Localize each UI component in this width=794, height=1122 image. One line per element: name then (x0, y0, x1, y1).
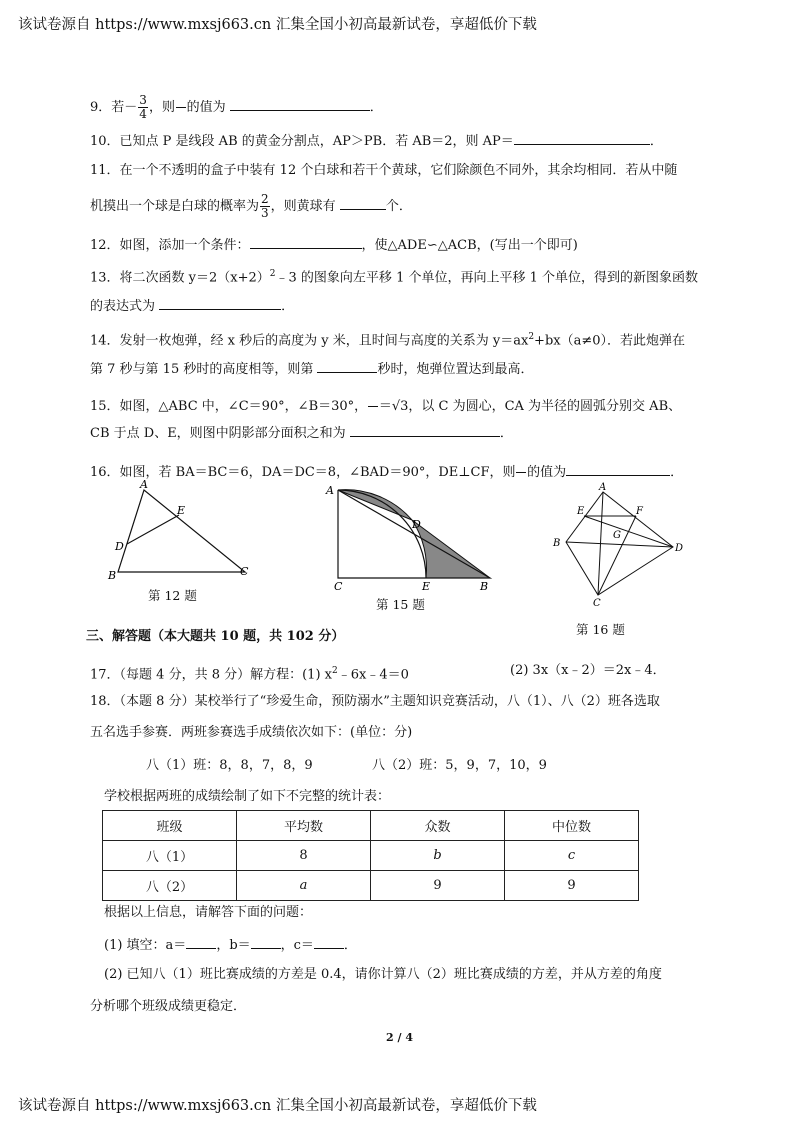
blank-fraction (516, 459, 526, 486)
label-g: G (613, 530, 621, 541)
triangle-abc (118, 490, 245, 572)
figure-16 (548, 480, 698, 610)
label-c: C (334, 580, 343, 592)
section-3-heading: 三、解答题（本大题共 10 题，共 102 分） (86, 629, 345, 644)
question-18-line4: 根据以上信息，请解答下面的问题： (104, 905, 313, 920)
stats-table (102, 810, 639, 901)
answer-blank-a[interactable] (186, 936, 216, 949)
answer-blank-b[interactable] (251, 936, 281, 949)
blank-fraction (176, 94, 186, 121)
stats-table-wrapper (102, 810, 639, 901)
answer-blank-10[interactable] (514, 132, 650, 145)
table-header-row (103, 811, 639, 841)
answer-blank-13[interactable] (159, 297, 281, 310)
table-row (103, 871, 639, 901)
fraction-3-4: $\frac{3}{4}$ (139, 93, 147, 121)
question-10: 10．已知点 P 是线段 AB 的黄金分割点，AP＞PB．若 AB＝2，则 AP＝ ． (90, 134, 663, 149)
caption-fig12: 第 12 题 (148, 588, 197, 603)
question-13-line2: 的表达式为 ． (90, 299, 295, 314)
question-18-line1: 18．（本题 8 分）某校举行了“珍爱生命，预防溺水”主题知识竞赛活动，八（1）、八（2）班各选取 (90, 694, 660, 709)
table-header: 众数 (371, 811, 505, 841)
question-16: 16．如图，若 BA＝BC＝6，DA＝DC＝8，∠BAD＝90°，DE⊥CF，则 的值为 ． (90, 459, 683, 486)
question-17: 17．（每题 4 分，共 8 分）解方程：(1) $x^2﹣6x﹣4=0$ (90, 666, 409, 683)
blank-fraction (368, 393, 378, 420)
table-row (103, 841, 639, 871)
label-c: C (593, 598, 601, 609)
answer-blank-15[interactable] (350, 424, 500, 437)
label-b: B (480, 580, 489, 592)
label-d: D (675, 543, 684, 554)
label-a: A (599, 482, 607, 493)
question-12: 12．如图，添加一个条件： ，使△ADE∽△ACB，(写出一个即可) (90, 238, 578, 253)
header-watermark: 该试卷源自 https://www.mxsj663.cn 汇集全国小初高最新试卷，享超低价下载 (18, 17, 537, 33)
question-9: 9．若－ $\frac{3}{4}$ ，则 的值为 ． (90, 93, 383, 121)
answer-blank-9[interactable] (230, 98, 370, 111)
label-a: A (140, 478, 148, 491)
label-d: D (412, 518, 421, 531)
question-14-line2: 第 7 秒与第 15 秒时的高度相等，则第 秒时，炮弹位置达到最高． (90, 362, 534, 377)
caption-fig15: 第 15 题 (376, 597, 425, 612)
label-c: C (240, 565, 249, 578)
label-e: E (422, 580, 431, 592)
answer-blank-11[interactable] (340, 197, 386, 210)
question-15-line1: 15．如图，△ABC 中，∠C＝90°，∠B＝30°， ＝√3，以 C 为圆心，CA 为半径的圆弧分别交 AB、 (90, 393, 681, 420)
figure-15 (322, 480, 497, 592)
question-14-line1: 14．发射一枚炮弹，经 x 秒后的高度为 y 米，且时间与高度的关系为 $y=ax^2+bx(a\ne 0)$．若此炮弹在 (90, 332, 686, 349)
label-a: A (326, 484, 334, 497)
diagonal-bd (566, 542, 673, 547)
question-18-part1: (1) 填空：a＝ ，b＝ ，c＝ ． (104, 938, 357, 953)
table-header: 平均数 (237, 811, 371, 841)
question-18-part2: (2) 已知八（1）班比赛成绩的方差是 0.4，请你计算八（2）班比赛成绩的方差，并从方差的角度 (104, 967, 662, 982)
table-cell: 9 (371, 871, 505, 901)
table-header: 班级 (103, 811, 237, 841)
question-11-line2: 机摸出一个球是白球的概率为 $\frac{2}{3}$ ，则黄球有 个． (90, 192, 412, 220)
answer-blank-16[interactable] (566, 463, 670, 476)
question-17-part2: (2) 3x（x﹣2）＝2x﹣4． (510, 663, 666, 678)
label-e: E (577, 506, 585, 517)
table-cell: a (237, 871, 371, 901)
label-e: E (177, 504, 186, 517)
question-18-line3: 学校根据两班的成绩绘制了如下不完整的统计表： (104, 789, 391, 804)
answer-blank-14[interactable] (317, 360, 377, 373)
label-b: B (108, 569, 117, 582)
table-cell: 八（2） (103, 871, 237, 901)
label-b: B (553, 538, 561, 549)
label-f: F (636, 506, 643, 517)
table-header: 中位数 (505, 811, 639, 841)
question-18-line2: 五名选手参赛．两班参赛选手成绩依次如下：(单位：分) (90, 725, 413, 740)
fraction-2-3: $\frac{2}{3}$ (261, 192, 269, 220)
table-cell: b (371, 841, 505, 871)
table-cell: 9 (505, 871, 639, 901)
question-18-part2-cont: 分析哪个班级成绩更稳定． (90, 999, 247, 1014)
caption-fig16: 第 16 题 (576, 622, 625, 637)
class1-scores: 八（1）班：8，8，7，8，9 (146, 758, 313, 773)
answer-blank-c[interactable] (314, 936, 344, 949)
answer-blank-12[interactable] (250, 236, 362, 249)
shaded-segment-ad (338, 490, 412, 520)
question-15-line2: CB 于点 D、E，则图中阴影部分面积之和为 ． (90, 426, 513, 441)
footer-watermark: 该试卷源自 https://www.mxsj663.cn 汇集全国小初高最新试卷，享超低价下载 (18, 1098, 537, 1114)
page-number: 2 / 4 (386, 1031, 413, 1044)
table-cell: c (505, 841, 639, 871)
table-cell: 8 (237, 841, 371, 871)
shaded-region-deb (412, 520, 490, 578)
table-cell: 八（1） (103, 841, 237, 871)
label-d: D (115, 540, 124, 553)
class2-scores: 八（2）班：5，9，7，10，9 (372, 758, 547, 773)
question-11-line1: 11．在一个不透明的盒子中装有 12 个白球和若干个黄球，它们除颜色不同外，其余均相同．若从中随 (90, 163, 678, 178)
question-13-line1: 13．将二次函数 $y=2(x+2)^2﹣3$ 的图象向左平移 1 个单位，再向上平移 1 个单位，得到的新图象函数 (90, 269, 699, 286)
figure-12 (100, 478, 260, 583)
